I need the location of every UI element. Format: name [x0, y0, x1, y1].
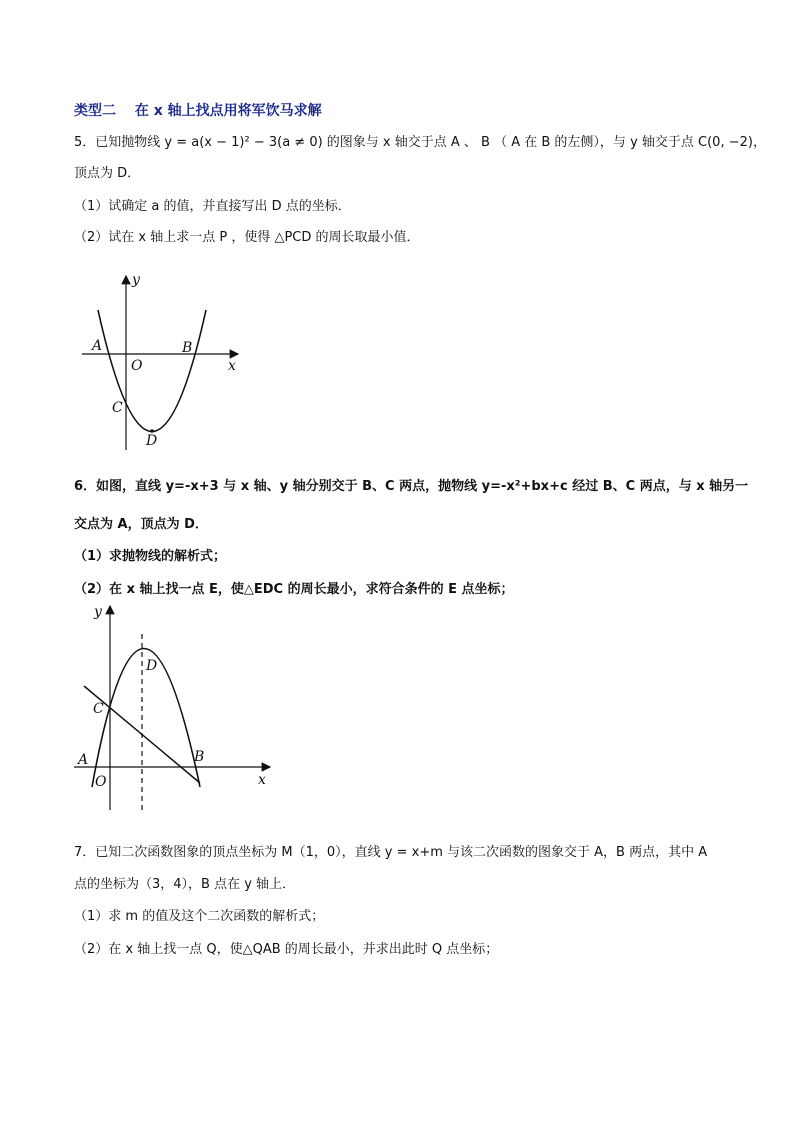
q5-part2: （2）试在 x 轴上求一点 P ，使得 △PCD 的周长取最小值．: [74, 230, 420, 245]
section-heading: [74, 100, 336, 120]
q6-part2: （2）在 x 轴上找一点 E，使△EDC 的周长最小，求符合条件的 E 点坐标；: [74, 582, 514, 597]
q5-label-x: x: [228, 358, 236, 374]
q7-part1: （1）求 m 的值及这个二次函数的解析式；: [74, 909, 325, 924]
q5-label-D: D: [146, 433, 158, 449]
q6-label-D: D: [146, 658, 158, 674]
q5-stem-line1: 5．已知抛物线 y = a(x − 1)² − 3(a ≠ 0) 的图象与 x 轴交于点 A 、 B （ A 在 B 的左侧），与 y 轴交于点 C(0, −2)，: [74, 135, 766, 150]
q5-figure: [78, 268, 253, 458]
q6-figure: [70, 600, 280, 818]
q6-label-B: B: [194, 749, 205, 765]
q6-label-x: x: [258, 772, 266, 788]
q6-label-A: A: [78, 752, 89, 768]
q5-stem-line2: 顶点为 D．: [74, 166, 141, 181]
q7-part2: （2）在 x 轴上找一点 Q，使△QAB 的周长最小，并求出此时 Q 点坐标；: [74, 942, 499, 957]
q6-stem-line2: 交点为 A，顶点为 D．: [74, 517, 208, 532]
q6-part1: （1）求抛物线的解析式；: [74, 549, 227, 564]
q5-label-B: B: [182, 340, 193, 356]
q5-label-A: A: [92, 338, 103, 354]
q6-label-y: y: [94, 604, 102, 620]
section-label: 类型二: [74, 103, 116, 119]
section-title: 在 x 轴上找点用将军饮马求解: [134, 103, 322, 119]
q5-label-y: y: [132, 272, 140, 288]
q6-label-O: O: [95, 774, 107, 790]
q6-label-C: C: [93, 701, 104, 717]
q5-part1: （1）试确定 a 的值，并直接写出 D 点的坐标．: [74, 199, 351, 214]
q5-label-C: C: [112, 400, 123, 416]
q7-stem-line1: 7．已知二次函数图象的顶点坐标为 M（1，0），直线 y = x+m 与该二次函数的图象交于 A，B 两点，其中 A: [74, 845, 708, 860]
q7-stem-line2: 点的坐标为（3，4），B 点在 y 轴上．: [74, 877, 296, 892]
q5-label-O: O: [131, 358, 143, 374]
q6-stem-line1: 6．如图，直线 y=-x+3 与 x 轴、y 轴分别交于 B、C 两点，抛物线 y=-x²+bx+c 经过 B、C 两点，与 x 轴另一: [74, 479, 749, 494]
